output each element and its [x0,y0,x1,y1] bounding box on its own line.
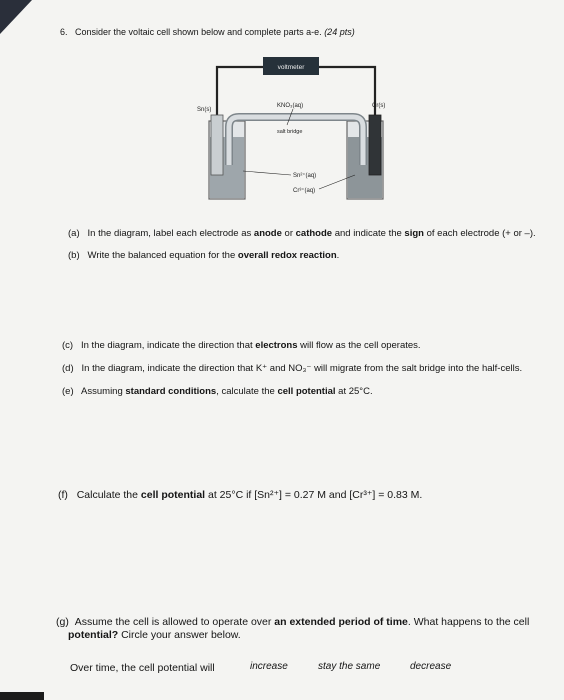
right-electrode-label: Cr(s) [372,103,386,109]
question-points: (24 pts) [324,27,355,37]
part-f: (f) Calculate the cell potential at 25°C if [Sn²⁺] = 0.27 M and [Cr³⁺] = 0.83 M. [58,489,423,501]
voltaic-cell-diagram [195,55,425,205]
voltmeter-label: voltmeter [277,64,305,71]
option-stay-the-same[interactable]: stay the same [318,661,381,672]
part-d: (d) In the diagram, indicate the direction that K⁺ and NO₃⁻ will migrate from the salt bridge into the half-cells. [62,363,523,374]
dark-corner-top-left [0,0,40,40]
part-b: (b) Write the balanced equation for the overall redox reaction. [68,250,340,261]
left-ion-label: Sn²⁺(aq) [293,173,317,179]
salt-bridge-solution-label: KNO₃(aq) [277,103,304,109]
left-electrode [211,115,223,175]
part-a: (a) In the diagram, label each electrode as anode or cathode and indicate the sign of each electrode (+ or –). [68,228,536,239]
right-electrode [369,115,381,175]
right-wire [319,67,375,121]
salt-bridge-label: salt bridge [277,129,303,135]
right-ion-label: Cr³⁺(aq) [293,188,316,194]
question-number: 6. [60,27,68,37]
answer-prompt: Over time, the cell potential will [70,662,215,674]
option-increase[interactable]: increase [250,661,288,672]
part-c: (c) In the diagram, indicate the direction that electrons will flow as the cell operates. [62,340,421,351]
question-header [60,26,355,38]
option-decrease[interactable]: decrease [410,661,452,672]
part-e: (e) Assuming standard conditions, calculate the cell potential at 25°C. [62,386,373,397]
question-prompt: Consider the voltaic cell shown below and complete parts a-e. [75,27,322,37]
left-electrode-label: Sn(s) [197,107,212,113]
dark-corner-bottom-left [0,692,44,700]
salt-bridge-tube [229,117,363,165]
part-g: (g) Assume the cell is allowed to operate over an extended period of time. What happens to the cell potential? Circle your answer below. [56,616,530,641]
